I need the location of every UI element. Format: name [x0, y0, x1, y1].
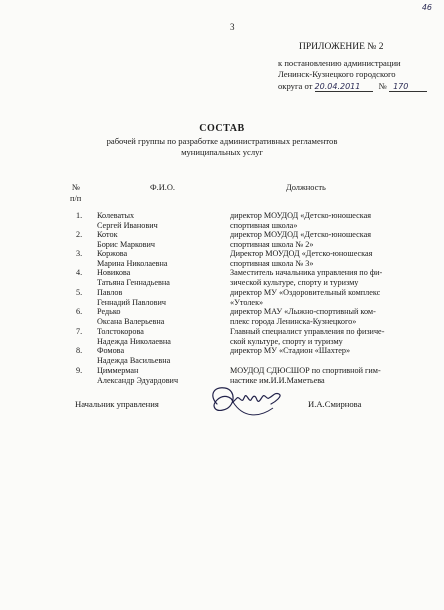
handwritten-signature: [203, 378, 293, 428]
appendix-title: ПРИЛОЖЕНИЕ № 2: [299, 42, 384, 52]
member-5-pos2: «Утолек»: [230, 298, 264, 307]
appendix-line-1: к постановлению администрации: [278, 58, 401, 68]
member-2-num: 2.: [76, 230, 83, 239]
member-3-surname: Коржова: [97, 249, 128, 258]
member-2-pos2: спортивная школа № 2»: [230, 240, 314, 249]
member-2-surname: Коток: [97, 230, 118, 239]
member-5-pos1: директор МУ «Оздоровительный комплекс: [230, 288, 381, 297]
member-9-pos1: МОУДОД СДЮСШОР по спортивной гим-: [230, 366, 381, 375]
member-7-pos1: Главный специалист управления по физиче-: [230, 327, 385, 336]
member-8-given: Надежда Васильевна: [97, 356, 171, 365]
appendix-line-2: Ленинск-Кузнецкого городского: [278, 69, 396, 79]
member-6-num: 6.: [76, 307, 83, 316]
page-number: 3: [230, 22, 235, 32]
member-3-pos1: Директор МОУДОД «Детско-юношеская: [230, 249, 373, 258]
appendix-date-prefix: округа от: [278, 81, 313, 91]
member-4-pos2: зической культуре, спорту и туризму: [230, 278, 359, 287]
member-4-pos1: Заместитель начальника управления по фи-: [230, 268, 383, 277]
member-1-given: Сергей Иванович: [97, 221, 158, 230]
appendix-number-handwritten: 170: [389, 82, 427, 92]
member-7-pos2: ской культуре, спорту и туризму: [230, 337, 343, 346]
member-7-surname: Толстокорова: [97, 327, 144, 336]
column-position-header: Должность: [286, 183, 326, 192]
member-6-given: Оксана Валерьевна: [97, 317, 165, 326]
member-5-given: Геннадий Павлович: [97, 298, 166, 307]
member-4-given: Татьяна Геннадьевна: [97, 278, 170, 287]
member-6-pos1: директор МАУ «Лыжно-спортивный ком-: [230, 307, 376, 316]
appendix-number-prefix: №: [378, 81, 387, 91]
member-8-pos1: директор МУ «Стадион «Шахтер»: [230, 346, 351, 355]
member-6-surname: Редько: [97, 307, 121, 316]
member-2-pos1: директор МОУДОД «Детско-юношеская: [230, 230, 371, 239]
member-8-surname: Фомова: [97, 346, 125, 355]
member-4-surname: Новикова: [97, 268, 131, 277]
member-1-pos2: спортивная школа»: [230, 221, 298, 230]
signature-name: И.А.Смирнова: [308, 399, 362, 409]
member-4-num: 4.: [76, 268, 83, 277]
member-3-given: Марина Николаевна: [97, 259, 168, 268]
member-7-given: Надежда Николаевна: [97, 337, 171, 346]
member-1-surname: Колеватых: [97, 211, 135, 220]
column-name-header: Ф.И.О.: [150, 183, 175, 192]
member-8-num: 8.: [76, 346, 83, 355]
member-9-surname: Циммерман: [97, 366, 139, 375]
member-3-num: 3.: [76, 249, 83, 258]
appendix-date-handwritten: 20.04.2011: [315, 82, 373, 92]
member-7-num: 7.: [76, 327, 83, 336]
member-9-num: 9.: [76, 366, 83, 375]
handwritten-page-mark: 46: [421, 3, 432, 12]
member-3-pos2: спортивная школа № 3»: [230, 259, 314, 268]
member-9-pos2: настике им.И.И.Маметьева: [230, 376, 325, 385]
column-number-subheader: п/п: [70, 194, 82, 203]
signature-role: Начальник управления: [75, 399, 159, 409]
document-subtitle-line-1: рабочей группы по разработке административных регламентов: [106, 136, 338, 146]
member-1-num: 1.: [76, 211, 83, 220]
member-5-surname: Павлов: [97, 288, 123, 297]
member-9-given: Александр Эдуардович: [97, 376, 179, 385]
member-2-given: Борис Маркович: [97, 240, 155, 249]
document-title: СОСТАВ: [199, 123, 245, 134]
member-5-num: 5.: [76, 288, 83, 297]
column-number-header: №: [72, 183, 80, 192]
member-1-pos1: директор МОУДОД «Детско-юношеская: [230, 211, 371, 220]
appendix-line-3: [278, 81, 427, 92]
member-6-pos2: плекс города Ленинска-Кузнецкого»: [230, 317, 357, 326]
document-subtitle-line-2: муниципальных услуг: [181, 147, 263, 157]
